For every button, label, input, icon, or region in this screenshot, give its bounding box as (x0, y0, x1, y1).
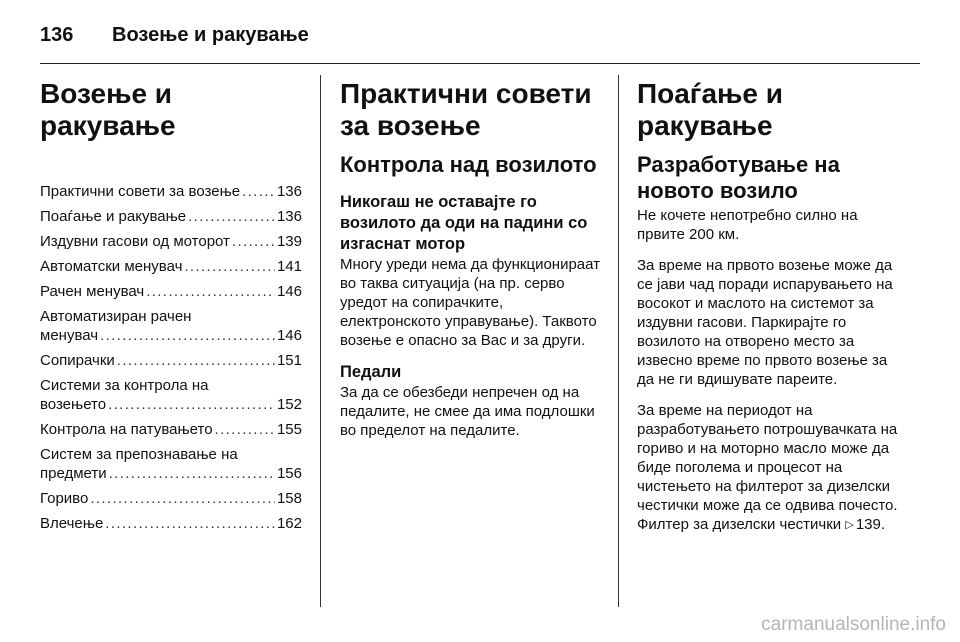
body-text: За време на периодот на разработувањето потрошувачката на гориво и на моторно масло може да биде поголема и процесот на чистењето на филтерот за дизелски честички може да се одвива почесто. Филтер за дизелски честички ▷ 139. (637, 402, 898, 533)
section-title: Поаѓање и ракување (637, 78, 783, 141)
section-subtitle: Контрола над возилото (340, 152, 597, 177)
toc-entry[interactable]: Контрола на патувањето . . . 155 (40, 420, 302, 439)
body-text: За да се обезбеди непречен од на педалите, не смее да има подлошки во пределот на педалите. (340, 384, 595, 439)
leader-dots (188, 207, 275, 226)
toc-entry[interactable]: Издувни гасови од моторот . . . 139 (40, 232, 302, 251)
toc-page: 152 (276, 396, 302, 413)
xref-arrow-icon: ▷ (845, 519, 854, 531)
leader-dots (232, 232, 275, 251)
toc-page: 136 (276, 183, 302, 200)
toc-page: 158 (276, 490, 302, 507)
running-title: Возење и ракување (112, 23, 309, 46)
section-subtitle: Разработување на новото возило (637, 152, 840, 203)
toc-entry[interactable]: Систем за препознавање на предмети . . . 156 (40, 445, 302, 483)
toc-page: 141 (276, 258, 302, 275)
column-divider-1 (320, 75, 321, 607)
xref-link[interactable]: 139 (855, 516, 881, 533)
body-text-run: За време на периодот на разработувањето потрошувачката на гориво и на моторно масло може да биде поголема и процесот на чистењето на филтерот за дизелски честички може да се одвива почесто. Филтер за дизелски честички (637, 402, 898, 533)
toc-label-line1: Автоматизиран рачен (40, 308, 192, 325)
leader-dots (242, 182, 275, 201)
toc-page: 146 (276, 283, 302, 300)
body-text: За време на првото возење може да се јави чад поради испарувањето на восокот и маслото на системот за издувни гасови. Паркирајте го возилото на отворено место за извесно време по првото возење за да не ги вдишувате пареите. (637, 257, 893, 388)
subsection-heading: Педали (340, 363, 402, 381)
header-rule (40, 63, 920, 64)
leader-dots (146, 282, 275, 301)
column-starting-operating (637, 78, 907, 547)
leader-dots (105, 514, 275, 533)
toc-entry[interactable]: Поаѓање и ракување . . . 136 (40, 207, 302, 226)
toc-entry[interactable]: Автоматски менувач . . . 141 (40, 257, 302, 276)
toc-entry[interactable]: Рачен менувач . . . 146 (40, 282, 302, 301)
toc-entry[interactable]: Системи за контрола на возењето . . . 152 (40, 376, 302, 414)
body-text: Многу уреди нема да функционираат во таква ситуација (на пр. серво уредот на сопирачките, електронското управување). Таквото возење е опасно за Вас и за други. (340, 256, 601, 349)
column-divider-2 (618, 75, 619, 607)
leader-dots (100, 326, 275, 345)
toc-entry[interactable]: Практични совети за возење . . . 136 (40, 182, 302, 201)
toc-page: 155 (276, 421, 302, 438)
toc-page: 146 (276, 327, 302, 344)
toc-page: 136 (276, 208, 302, 225)
leader-dots (184, 257, 275, 276)
chapter-title: Возење и ракување (40, 78, 176, 141)
body-text: Не кочете непотребно силно на првите 200 км. (637, 207, 858, 243)
page-header (40, 12, 920, 58)
leader-dots (90, 489, 275, 508)
page-number: 136 (40, 23, 74, 46)
toc-entry[interactable]: Гориво . . . 158 (40, 489, 302, 508)
watermark: carmanualsonline.info (761, 614, 946, 635)
column-driving-tips (340, 78, 602, 452)
leader-dots (108, 395, 275, 414)
leader-dots (109, 464, 275, 483)
column-contents (40, 78, 302, 539)
toc-entry[interactable]: Влечење . . . 162 (40, 514, 302, 533)
leader-dots (215, 420, 275, 439)
toc-page: 162 (276, 515, 302, 532)
toc-page: 156 (276, 465, 302, 482)
table-of-contents (40, 182, 302, 533)
toc-entry[interactable]: Автоматизиран рачен менувач . . . 146 (40, 307, 302, 345)
toc-page: 139 (276, 233, 302, 250)
leader-dots (117, 351, 275, 370)
toc-label-line1: Системи за контрола на (40, 377, 209, 394)
subsection-heading: Никогаш не оставајте го возилото да оди на падини со изгаснат мотор (340, 193, 588, 253)
toc-label-line1: Систем за препознавање на (40, 446, 238, 463)
toc-entry[interactable]: Сопирачки . . . 151 (40, 351, 302, 370)
toc-page: 151 (276, 352, 302, 369)
section-title: Практични совети за возење (340, 78, 592, 141)
